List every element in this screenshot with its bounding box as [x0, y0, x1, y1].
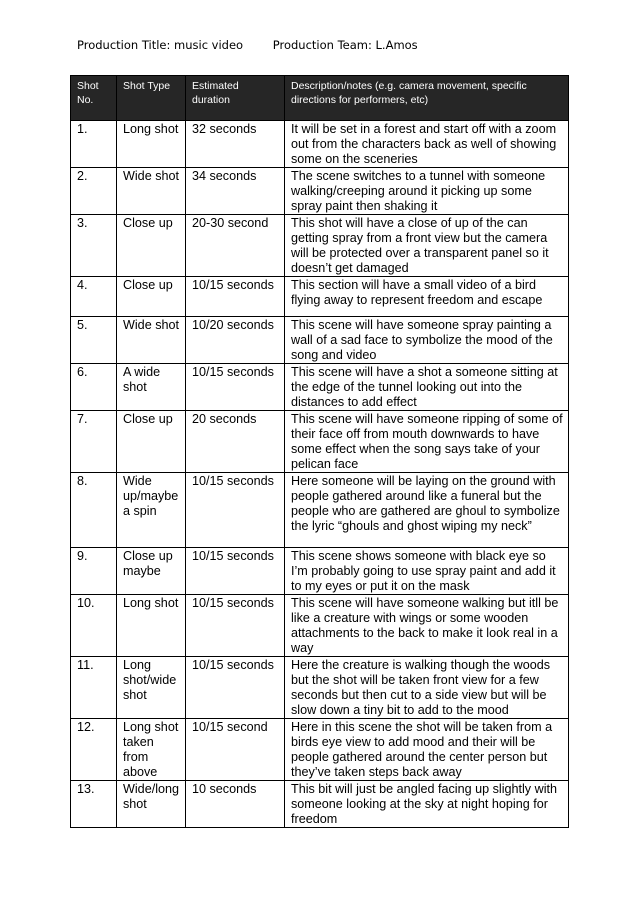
- duration-cell: 20 seconds: [186, 411, 285, 473]
- column-header-duration: Estimated duration: [186, 76, 285, 121]
- description-cell: This section will have a small video of a bird flying away to represent freedom and escape: [285, 277, 569, 317]
- shot-type-cell: Long shot taken from above: [117, 719, 186, 781]
- header-row: [71, 76, 569, 121]
- shot-number-cell: 3.: [71, 215, 117, 277]
- duration-cell: 20-30 second: [186, 215, 285, 277]
- duration-cell: 34 seconds: [186, 168, 285, 215]
- column-header-shot-type: Shot Type: [117, 76, 186, 121]
- shot-list-table: [70, 75, 569, 828]
- table-row: [71, 411, 569, 473]
- table-row: [71, 548, 569, 595]
- duration-cell: 10/15 seconds: [186, 473, 285, 548]
- table-row: [71, 657, 569, 719]
- description-cell: Here in this scene the shot will be taken from a birds eye view to add mood and their will be people gathered around the center person but they’ve taken steps back away: [285, 719, 569, 781]
- shot-number-cell: 7.: [71, 411, 117, 473]
- shot-type-cell: A wide shot: [117, 364, 186, 411]
- description-cell: This scene will have a shot a someone sitting at the edge of the tunnel looking out into the distances to add effect: [285, 364, 569, 411]
- shot-number-cell: 12.: [71, 719, 117, 781]
- shot-type-cell: Wide/long shot: [117, 781, 186, 828]
- shot-number-cell: 4.: [71, 277, 117, 317]
- shot-type-cell: Close up: [117, 411, 186, 473]
- production-title: Production Title: music video: [77, 38, 244, 52]
- document-header: [77, 38, 418, 52]
- duration-cell: 10/15 second: [186, 719, 285, 781]
- table-row: [71, 215, 569, 277]
- shot-number-cell: 10.: [71, 595, 117, 657]
- shot-type-cell: Wide shot: [117, 168, 186, 215]
- table-row: [71, 121, 569, 168]
- table-row: [71, 595, 569, 657]
- shot-number-cell: 2.: [71, 168, 117, 215]
- shot-type-cell: Long shot: [117, 595, 186, 657]
- table-row: [71, 168, 569, 215]
- description-cell: This bit will just be angled facing up slightly with someone looking at the sky at night hoping for freedom: [285, 781, 569, 828]
- table-body: [71, 121, 569, 828]
- description-cell: This scene will have someone walking but itll be like a creature with wings or some wooden attachments to the back to make it look real in a way: [285, 595, 569, 657]
- duration-cell: 10/15 seconds: [186, 657, 285, 719]
- duration-cell: 10/20 seconds: [186, 317, 285, 364]
- shot-number-cell: 13.: [71, 781, 117, 828]
- duration-cell: 10 seconds: [186, 781, 285, 828]
- description-cell: The scene switches to a tunnel with someone walking/creeping around it picking up some spray paint then shaking it: [285, 168, 569, 215]
- description-cell: It will be set in a forest and start off with a zoom out from the characters back as well of showing some on the sceneries: [285, 121, 569, 168]
- table-row: [71, 277, 569, 317]
- shot-type-cell: Close up: [117, 277, 186, 317]
- table-row: [71, 473, 569, 548]
- shot-number-cell: 6.: [71, 364, 117, 411]
- duration-cell: 10/15 seconds: [186, 548, 285, 595]
- description-cell: This scene shows someone with black eye so I’m probably going to use spray paint and add it to my eyes or put it on the mask: [285, 548, 569, 595]
- production-team: Production Team: L.Amos: [272, 38, 418, 52]
- table-header: [71, 76, 569, 121]
- column-header-shot-no: Shot No.: [71, 76, 117, 121]
- shot-type-cell: Long shot/wide shot: [117, 657, 186, 719]
- table-row: [71, 781, 569, 828]
- column-header-description: Description/notes (e.g. camera movement, specific directions for performers, etc): [285, 76, 569, 121]
- description-cell: Here the creature is walking though the woods but the shot will be taken front view for a few seconds but then cut to a side view but will be slow down a tiny bit to add to the mood: [285, 657, 569, 719]
- description-cell: This scene will have someone spray painting a wall of a sad face to symbolize the mood of the song and video: [285, 317, 569, 364]
- shot-number-cell: 11.: [71, 657, 117, 719]
- shot-type-cell: Close up: [117, 215, 186, 277]
- description-cell: This scene will have someone ripping of some of their face off from mouth downwards to have some effect when the song says take of your pelican face: [285, 411, 569, 473]
- shot-type-cell: Wide up/maybe a spin: [117, 473, 186, 548]
- shot-type-cell: Close up maybe: [117, 548, 186, 595]
- description-cell: Here someone will be laying on the ground with people gathered around like a funeral but the people who are gathered are ghoul to symbolize the lyric “ghouls and ghost wiping my neck”: [285, 473, 569, 548]
- duration-cell: 10/15 seconds: [186, 364, 285, 411]
- shot-number-cell: 8.: [71, 473, 117, 548]
- table-row: [71, 364, 569, 411]
- table-row: [71, 317, 569, 364]
- description-cell: This shot will have a close of up of the can getting spray from a front view but the camera will be protected over a transparent panel so it doesn’t get damaged: [285, 215, 569, 277]
- duration-cell: 10/15 seconds: [186, 277, 285, 317]
- shot-type-cell: Long shot: [117, 121, 186, 168]
- duration-cell: 32 seconds: [186, 121, 285, 168]
- shot-number-cell: 1.: [71, 121, 117, 168]
- shot-number-cell: 9.: [71, 548, 117, 595]
- shot-type-cell: Wide shot: [117, 317, 186, 364]
- table-row: [71, 719, 569, 781]
- duration-cell: 10/15 seconds: [186, 595, 285, 657]
- shot-number-cell: 5.: [71, 317, 117, 364]
